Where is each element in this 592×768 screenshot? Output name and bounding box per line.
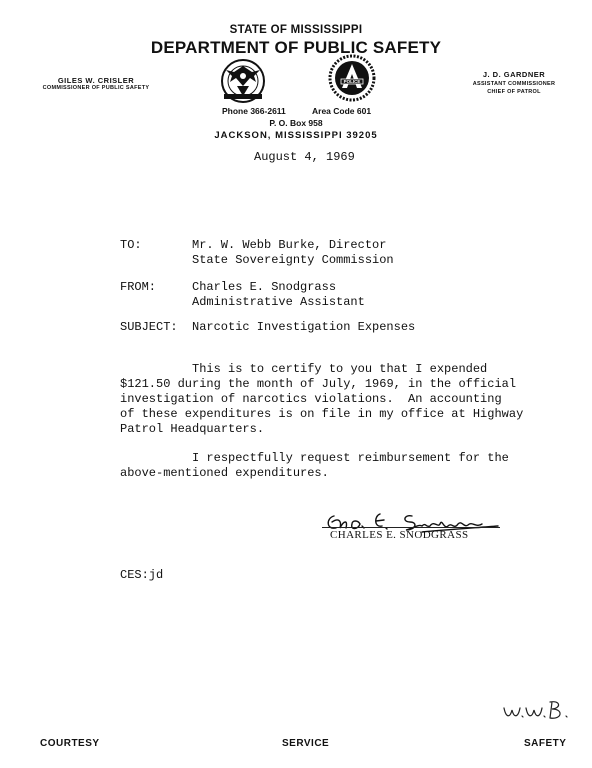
subject-label: SUBJECT: bbox=[120, 320, 178, 334]
city-address: JACKSON, MISSISSIPPI 39205 bbox=[214, 130, 378, 141]
body-paragraph-1: This is to certify to you that I expended $121.50 during the month of July, 1969, in the official investigation of narcotics violations. An accounting of these expenditures is on file in my office at Highway Patrol Headquarters. bbox=[120, 362, 524, 436]
letterhead-state: STATE OF MISSISSIPPI bbox=[229, 24, 363, 36]
handwritten-initials bbox=[500, 696, 578, 726]
assistant-commissioner-name: J. D. GARDNER bbox=[482, 70, 546, 79]
recipient-name: Mr. W. Webb Burke, Director bbox=[192, 238, 387, 252]
subject-text: Narcotic Investigation Expenses bbox=[192, 320, 416, 334]
commissioner-name: GILES W. CRISLER bbox=[57, 76, 135, 85]
signature-line bbox=[322, 527, 500, 528]
sender-name: Charles E. Snodgrass bbox=[192, 280, 337, 294]
body-paragraph-2: I respectfully request reimbursement for the above-mentioned expenditures. bbox=[120, 451, 509, 480]
phone-number: Phone 366-2611 bbox=[222, 106, 286, 116]
footer-courtesy: COURTESY bbox=[40, 738, 100, 749]
mississippi-state-seal-icon bbox=[218, 56, 268, 106]
typist-initials: CES:jd bbox=[120, 568, 164, 582]
sender-title: Administrative Assistant bbox=[192, 295, 365, 309]
assistant-commissioner-title-line1: ASSISTANT COMMISSIONER bbox=[472, 81, 556, 87]
svg-text:POLICE: POLICE bbox=[343, 79, 361, 84]
commissioner-title: COMMISSIONER OF PUBLIC SAFETY bbox=[42, 85, 150, 91]
recipient-organization: State Sovereignty Commission bbox=[192, 253, 394, 267]
highway-patrol-police-badge-icon bbox=[326, 54, 378, 104]
from-label: FROM: bbox=[120, 280, 157, 294]
to-label: TO: bbox=[120, 238, 142, 252]
assistant-commissioner-title bbox=[462, 80, 566, 96]
area-code: Area Code 601 bbox=[312, 106, 372, 116]
footer-safety: SAFETY bbox=[524, 738, 567, 749]
letterhead-department: DEPARTMENT OF PUBLIC SAFETY bbox=[150, 38, 442, 57]
assistant-commissioner-title-line2: CHIEF OF PATROL bbox=[487, 89, 541, 95]
letter-date: August 4, 1969 bbox=[254, 150, 355, 164]
typed-signature-name: CHARLES E. SNODGRASS bbox=[330, 529, 469, 541]
footer-service: SERVICE bbox=[282, 738, 330, 749]
po-box: P. O. Box 958 bbox=[269, 118, 323, 128]
